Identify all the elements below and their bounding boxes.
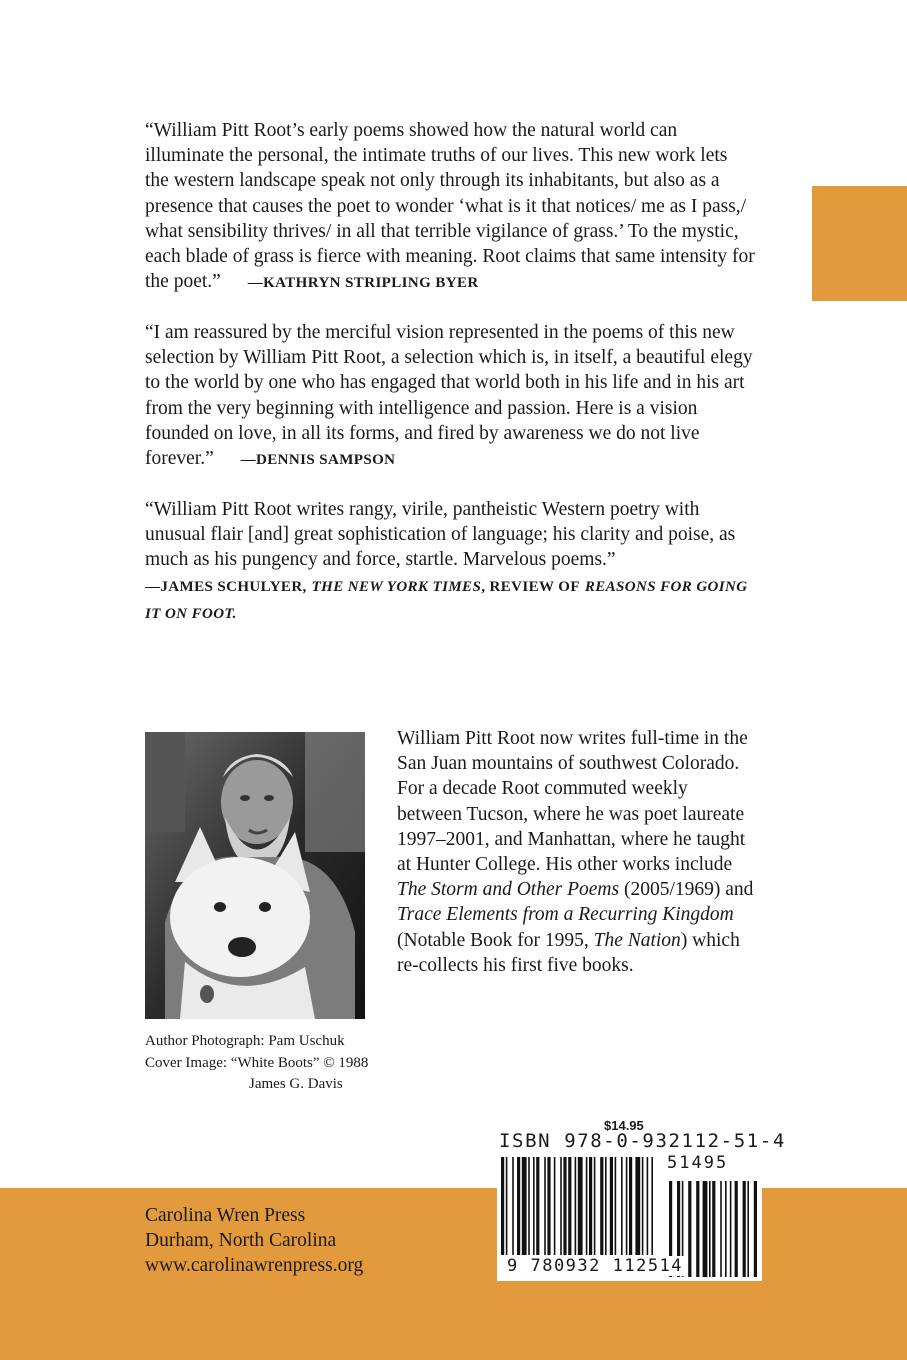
barcode-addon-bar [730, 1181, 732, 1277]
barcode-bar [528, 1157, 530, 1255]
blurb-byer-attribution: —KATHRYN STRIPLING BYER [247, 275, 479, 292]
barcode-bar [536, 1157, 539, 1255]
barcode-addon-bar [709, 1181, 711, 1277]
barcode-bar [501, 1157, 504, 1255]
barcode-bar [560, 1157, 562, 1255]
publisher-block [145, 1203, 363, 1278]
isbn-text: ISBN 978-0-932112-51-4 [499, 1130, 786, 1152]
author-with-dog-illustration [145, 732, 365, 1019]
barcode-bar [594, 1157, 596, 1255]
barcode-bar [621, 1157, 623, 1255]
barcode-addon-bar [725, 1181, 727, 1277]
barcode-bar [635, 1157, 640, 1255]
barcode-bar [512, 1157, 514, 1255]
barcode-addon-bar [754, 1181, 757, 1277]
barcode-bar [563, 1157, 566, 1255]
author-photo [145, 732, 365, 1019]
footer-band [0, 1188, 907, 1360]
blurb-sampson-attribution: —DENNIS SAMPSON [240, 452, 396, 469]
barcode-bar [575, 1157, 577, 1255]
barcode-addon-bar [747, 1181, 749, 1277]
barcode-bar [615, 1157, 617, 1255]
barcode-bar [600, 1157, 603, 1255]
barcode-bar [586, 1157, 588, 1255]
blurb-schuyler-publication: THE NEW YORK TIMES [311, 578, 482, 595]
barcode-addon-bar [720, 1181, 722, 1277]
barcode-bar [610, 1157, 613, 1255]
barcode-bar [647, 1157, 649, 1255]
bio-text-4: ) which re-collects his first five books. [397, 929, 740, 976]
bio-text-2: (2005/1969) and [623, 879, 754, 901]
barcode-addon-bar [696, 1181, 699, 1277]
barcode-bar [506, 1157, 508, 1255]
publisher-name: Carolina Wren Press [145, 1205, 306, 1226]
barcode-bar [533, 1157, 535, 1255]
bio-title-the-nation: The Nation [593, 929, 681, 951]
barcode-bar [554, 1157, 556, 1255]
barcode-addon-bar [712, 1181, 715, 1277]
credit-cover-image: Cover Image: “White Boots” © 1988 [145, 1054, 369, 1071]
barcode-bar [568, 1157, 571, 1255]
barcode-bar [578, 1157, 583, 1255]
publisher-location: Durham, North Carolina [145, 1230, 337, 1251]
barcode-addon-digits: 51495 [667, 1153, 729, 1173]
blurb-sampson-text: “I am reassured by the merciful vision represented in the poems of this new selection by William Pitt Root, a selection which is, in itself, a beautiful elegy to the world by one who has engaged that world both in his life and in his art from the very beginning with intelligence and passion. Here is a vision founded on love, in all its forms, and fired by awareness we do not live forever.” [145, 322, 753, 470]
orange-side-tab [812, 186, 907, 301]
blurb-schuyler-attribution-mid: , REVIEW OF [481, 578, 580, 595]
bio-text-3: (Notable Book for 1995, [397, 929, 589, 951]
photo-credits [145, 1031, 425, 1096]
blurb-schuyler-text: “William Pitt Root writes rangy, virile, pantheistic Western poetry with unusual flair [and] great sophistication of language; his clarity and poise, as much as his pungency and force, startle. Marvelous poems.” [145, 499, 736, 571]
publisher-website: www.carolinawrenpress.org [145, 1255, 364, 1276]
author-bio [397, 726, 757, 978]
credit-author-photo: Author Photograph: Pam Uschuk [145, 1033, 345, 1049]
blurb-sampson [145, 320, 755, 473]
credit-cover-artist: James G. Davis [249, 1076, 343, 1092]
bio-title-trace-elements: Trace Elements from a Recurring Kingdom [397, 904, 734, 926]
barcode-bar [517, 1157, 520, 1255]
barcode-bar [642, 1157, 644, 1255]
bio-title-storm: The Storm and Other Poems [397, 879, 620, 901]
barcode-ean-digits: 9 780932 112514 [507, 1256, 684, 1276]
barcode-bar [522, 1157, 527, 1255]
barcode-bar [605, 1157, 607, 1255]
barcode-bar [547, 1157, 550, 1255]
blurb-schuyler [145, 497, 755, 627]
bio-text-1: William Pitt Root now writes full-time in the San Juan mountains of southwest Colorado. For a decade Root commuted weekly between Tucson, where he was poet laureate 1997–2001, and Manhattan, where he taught at Hunter College. His other works include [397, 728, 748, 876]
barcode-bar [651, 1157, 653, 1255]
blurb-schuyler-attribution-name: —JAMES SCHULYER, [145, 578, 307, 595]
blurb-byer [145, 118, 755, 296]
barcode-bar [629, 1157, 632, 1255]
barcode-bar [544, 1157, 546, 1255]
barcode-addon-bar [703, 1181, 708, 1277]
barcode-bar [626, 1157, 628, 1255]
barcode-addon-bar [688, 1181, 691, 1277]
barcode-addon-bar [743, 1181, 746, 1277]
blurb-schuyler-book-title: REASONS FOR GOING IT ON FOOT. [145, 578, 748, 622]
price-label: $14.95 [604, 1118, 644, 1133]
blurb-byer-text: “William Pitt Root’s early poems showed how the natural world can illuminate the personal, the intimate truths of our lives. This new work lets the western landscape speak not only through its inhabitants, but also as a presence that causes the poet to wonder ‘what is it that notices/ me as I pass,/ what sensibility thrives/ in all that terrible vigilance of grass.’ To the mystic, each blade of grass is fierce with meaning. Root claims that same intensity for the poet.” [145, 120, 755, 293]
barcode-bar [589, 1157, 592, 1255]
barcode-addon-bar [735, 1181, 738, 1277]
